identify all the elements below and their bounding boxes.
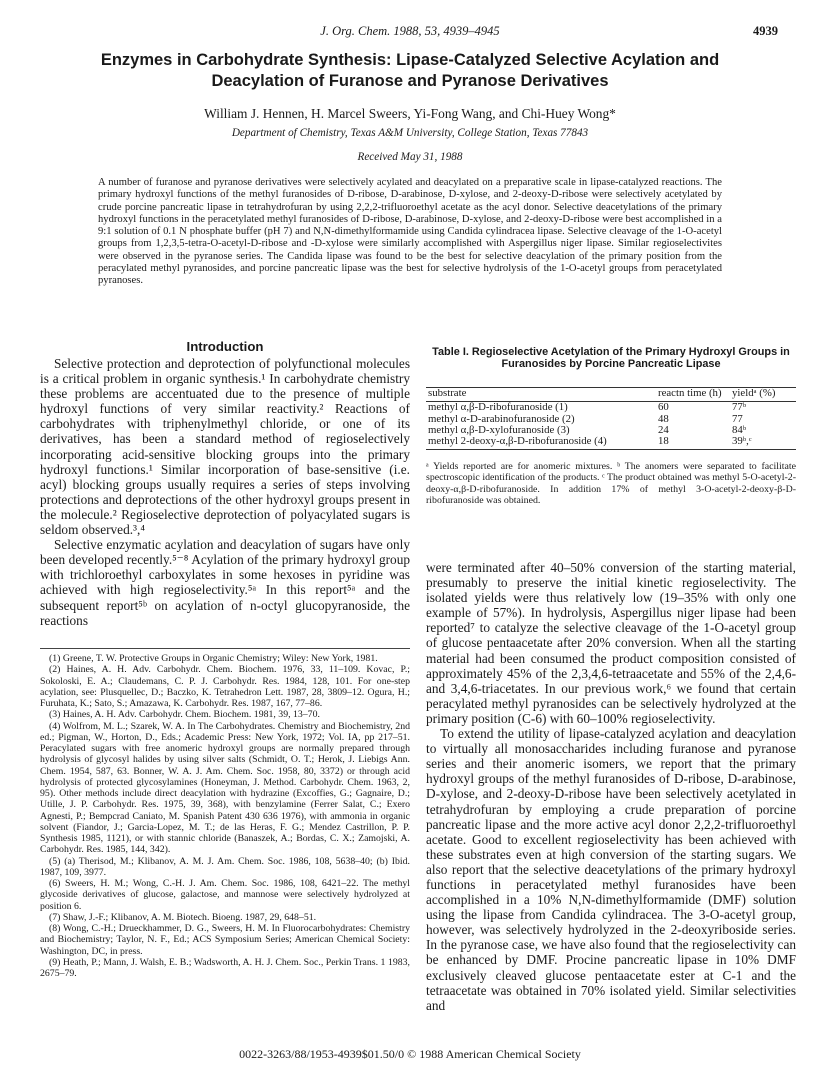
received-date: Received May 31, 1988 [357, 151, 463, 163]
page-number: 4939 [753, 24, 778, 38]
affiliation: Department of Chemistry, Texas A&M University, College Station, Texas 77843 [231, 127, 589, 139]
running-header [0, 24, 820, 40]
cell-yield: 84ᵇ [732, 423, 747, 436]
author-list: William J. Hennen, H. Marcel Sweers, Yi-Fong Wang, and Chi-Huey Wong* [204, 106, 616, 121]
body-paragraph: were terminated after 40–50% conversion of the starting material, presumably to preserve the initial kinetic regioselectivity. The isolated yields were thus relatively low (19–35% with only one example of 57%). In hydrolysis, Aspergillus niger lipase had been reported⁷ to catalyze the selective cleavage of the 1-O-acetyl group of glucose pentaacetate after 20% conversion. When all the starting material had been consumed the product composition consisted of approximately 45% of the 2,3,4,6-tetraacetate and 55% of the 2,4,6- and 3,4,6-triacetates. In our previous work,⁶ we found that certain peracylated methyl pyranosides can be selectively hydrolyzed at the primary position (C-6) with 60–100% regioselectivity. [426, 560, 796, 726]
footnote-divider [40, 648, 410, 649]
table-row [426, 436, 796, 450]
footnote: (7) Shaw, J.-F.; Klibanov, A. M. Biotech. Bioeng. 1987, 29, 648–51. [49, 911, 317, 923]
cell-yield: 77ᵇ [732, 401, 747, 414]
copyright-footer: 0022-3263/88/1953-4939$01.50/0 © 1988 American Chemical Society [239, 1047, 581, 1061]
footnote: (9) Heath, P.; Mann, J. Walsh, E. B.; Wadsworth, A. H. J. Chem. Soc., Perkin Trans. 1 1983, 2675–79. [40, 956, 410, 979]
header-time: reactn time (h) [656, 388, 730, 402]
table-header-row [426, 388, 796, 402]
header-yield: yieldᵃ (%) [730, 388, 796, 402]
cell-substrate: methyl α,β-D-xylofuranoside (3) [428, 423, 570, 436]
footnote: (1) Greene, T. W. Protective Groups in Organic Chemistry; Wiley: New York, 1981. [49, 653, 378, 664]
journal-reference: J. Org. Chem. 1988, 53, 4939–4945 [320, 24, 500, 38]
cell-time: 18 [656, 436, 730, 450]
cell-substrate: methyl α-D-arabinofuranoside (2) [428, 412, 575, 425]
cell-substrate: methyl 2-deoxy-α,β-D-ribofuranoside (4) [426, 436, 656, 450]
body-paragraph: To extend the utility of lipase-catalyzed acylation and deacylation to virtually all monosaccharides including furanose and pyranose series and their anomeric isomers, we report that the primary hydroxyl groups of the methyl furanosides of D-ribose, D-arabinose, D-xylose, and 2-deoxy-D-ribose have been selectively acetylated in tetrahydrofuran by employing a crude preparation of porcine pancreatic lipase and the more active acyl donor 2,2,2-trifluoroethyl acetate. Good to excellent regioselectivity has been achieved with these substrates even at high conversion of the starting sugars. We also report that the selective deacetylations of the primary hydroxyl functions in peracetylated methyl furanosides have been accomplished in a 10% N,N-dimethylformamide (DMF) solution using the lipase from Candida cylindracea. The 3-O-acetyl group, however, was selectively hydrolyzed in the 2-deoxyriboside series. In the pyranose case, we have also found that the regioselectivity can be enhanced by DMF. Procine pancreatic lipase in 10% DMF exclusively cleaved glucose pentaacetate ester at C-1 and the tetraacetate was obtained in 70% isolated yield. Similar selectivities and [426, 726, 796, 1013]
table-notes: ᵃ Yields reported are for anomeric mixtures. ᵇ The anomers were separated to facilitate spectroscopic identification of the products. ᶜ The product obtained was methyl 5-O-acetyl-2-deoxy-α,β-D-ribofuranoside. In addition 17% of methyl 3-O-acetyl-2-deoxy-β-D-ribofuranoside was obtained. [426, 461, 796, 507]
cell-time: 48 [658, 412, 669, 425]
right-column-body [426, 560, 796, 1013]
footnote: (3) Haines, A. H. Adv. Carbohydr. Chem. Biochem. 1981, 39, 13–70. [49, 709, 320, 721]
footnote: (6) Sweers, H. M.; Wong, C.-H. J. Am. Chem. Soc. 1986, 108, 6421–22. The methyl glycoside derivatives of glucose, galactose, and mannose were selectively hydrolyzed at position 6. [40, 878, 410, 912]
intro-paragraph: Selective enzymatic acylation and deacylation of sugars have only been developed recently.⁵⁻⁸ Acylation of the primary hydroxyl group with trichloroethyl carboxylates in some hexoses in pyridine was achieved with high regioselectivity.⁵ᵃ In this report⁵ᵃ and the subsequent report⁵ᵇ on acylation of n-octyl glucopyranoside, the reactions [40, 537, 410, 628]
footnote: (4) Wolfrom, M. L.; Szarek, W. A. In The Carbohydrates. Chemistry and Biochemistry, 2nd ed.; Pigman, W., Horton, D., Eds.; Academic Press: New York, 1972; Vol. IA, pp 217–51. Peracylated sugars with free anomeric hydroxyl groups are normally prepared through hydrolysis of glycosyl halides by using silver salts (Schmidt, O. T.; Herok, J. Liebigs Ann. Chem. 1954, 587, 63. Bonner, W. A. J. Am. Chem. Soc. 1958, 80, 3372) or through acid hydrolysis of protected glycosylamines (Honeyman, J. Method. Carbohydr. Chem. 1963, 2, 95). Other methods include direct deacylation with hydrazine (Excoffies, G.; Gagnaire, D.; Utille, J. P. Carbohydr. Res. 1975, 39, 368), with benzylamine (Ferrer Salat, C.; Exero Agnesti, P.; Bempcrad Caniato, M. Spanish Patent 430 636 1976), with ammonia in organic solvent (Fiandor, J.; Garcia-Lopez, M. T.; de las Heras, F. G.; Mendez Castrillon, P. P. Synthesis 1985, 1121), or with stannic chloride (Banaszek, A.; Bordas, C. X.; Zamojski, A. Carbohydr. Res. 1985, 144, 342). [40, 720, 410, 856]
table-caption: Table I. Regioselective Acetylation of the Primary Hydroxyl Groups in Furanosides by Porcine Pancreatic Lipase [432, 346, 790, 371]
footnote: (8) Wong, C.-H.; Drueckhammer, D. G., Sweers, H. M. In Fluorocarbohydrates: Chemistry and Biochemistry; Taylor, N. F., Ed.; ACS Symposium Series; American Chemical Society: Washington, DC, in press. [40, 923, 410, 957]
abstract: A number of furanose and pyranose derivatives were selectively acylated and deacylated on a preparative scale in lipase-catalyzed reactions. The primary hydroxyl functions of the methyl furanosides of D-ribose, D-arabinose, D-xylose, and 2-deoxy-D-ribose were selectively acetylated by crude porcine pancreatic lipase in tetrahydrofuran by using 2,2,2-trifluoroethyl acetate as the acyl donor. Selective deacetylations of the primary hydroxyl functions in the peracetylated methyl furanosides of D-ribose, D-arabinose, D-xylose, and 2-deoxy-D-ribose were best accomplished in a 9:1 solution of 0.1 N phosphate buffer (pH 7) and N,N-dimethylformamide using Candida cylindracea lipase. Selective cleavage of the 1-O-acetyl groups from 1,2,3,5-tetra-O-acetyl-D-ribose and -D-xylose were similarly accomplished with Aspergillus niger lipase. Similar regioselectivites were observed in the pyranose series. The Candida lipase was found to be the best for selective deacylation of the primary position from the peracylated methyl pyranosides, and porcine pancreatic lipase was the best for selective hydrolysis of the 1-O-acetyl groups from peracetylated pyranoses. [98, 177, 722, 287]
footnote: (5) (a) Therisod, M.; Klibanov, A. M. J. Am. Chem. Soc. 1986, 108, 5638–40; (b) Ibid. 1987, 109, 3977. [40, 855, 410, 878]
table-1 [426, 387, 796, 450]
header-substrate: substrate [426, 388, 656, 402]
cell-substrate: methyl α,β-D-ribofuranoside (1) [428, 401, 568, 414]
footnotes [40, 653, 410, 979]
cell-yield: 39ᵇ,ᶜ [730, 436, 796, 450]
cell-time: 60 [658, 401, 669, 414]
cell-time: 24 [658, 423, 669, 436]
table-row [426, 402, 796, 414]
footnote: (2) Haines, A. H. Adv. Carbohydr. Chem. Biochem. 1976, 33, 11–109. Kovac, P.; Sokoloski, E. A.; Claudemans, C. P. J. Carbohydr. Res. 1984, 128, 101. For one-step acylation, see: Plusquellec, D.; Baczko, K. Tetrahedron Lett. 1987, 28, 3809–12. Ogura, H.; Furuhata, K.; Sato, S.; Amazawa, K. Carbohydr. Res. 1987, 167, 77–86. [40, 664, 410, 709]
introduction-body [40, 356, 410, 628]
intro-paragraph: Selective protection and deprotection of polyfunctional molecules is a critical problem in organic synthesis.¹ In carbohydrate chemistry these problems are accentuated due to the presence of multiple hydroxyl functions of very similar reactivity.² Reactions of carbohydrates with triphenylmethyl chloride, or one of its derivatives, has been a standard method of regioselectively incorporating acid-sensitive blocking groups into the primary hydroxyl functions.¹ Similar incorporation of base-sensitive (i.e. acyl) blocking groups usually requires a series of steps involving protections and deprotections of the other hydroxyl groups present in the molecule.² Regioselective deprotection of polyacylated sugars is seldom observed.³,⁴ [40, 356, 410, 538]
article-title: Enzymes in Carbohydrate Synthesis: Lipase-Catalyzed Selective Acylation and Deacylation of Furanose and Pyranose Derivatives [100, 51, 720, 90]
introduction-heading: Introduction [186, 339, 264, 354]
cell-yield: 77 [732, 412, 743, 425]
